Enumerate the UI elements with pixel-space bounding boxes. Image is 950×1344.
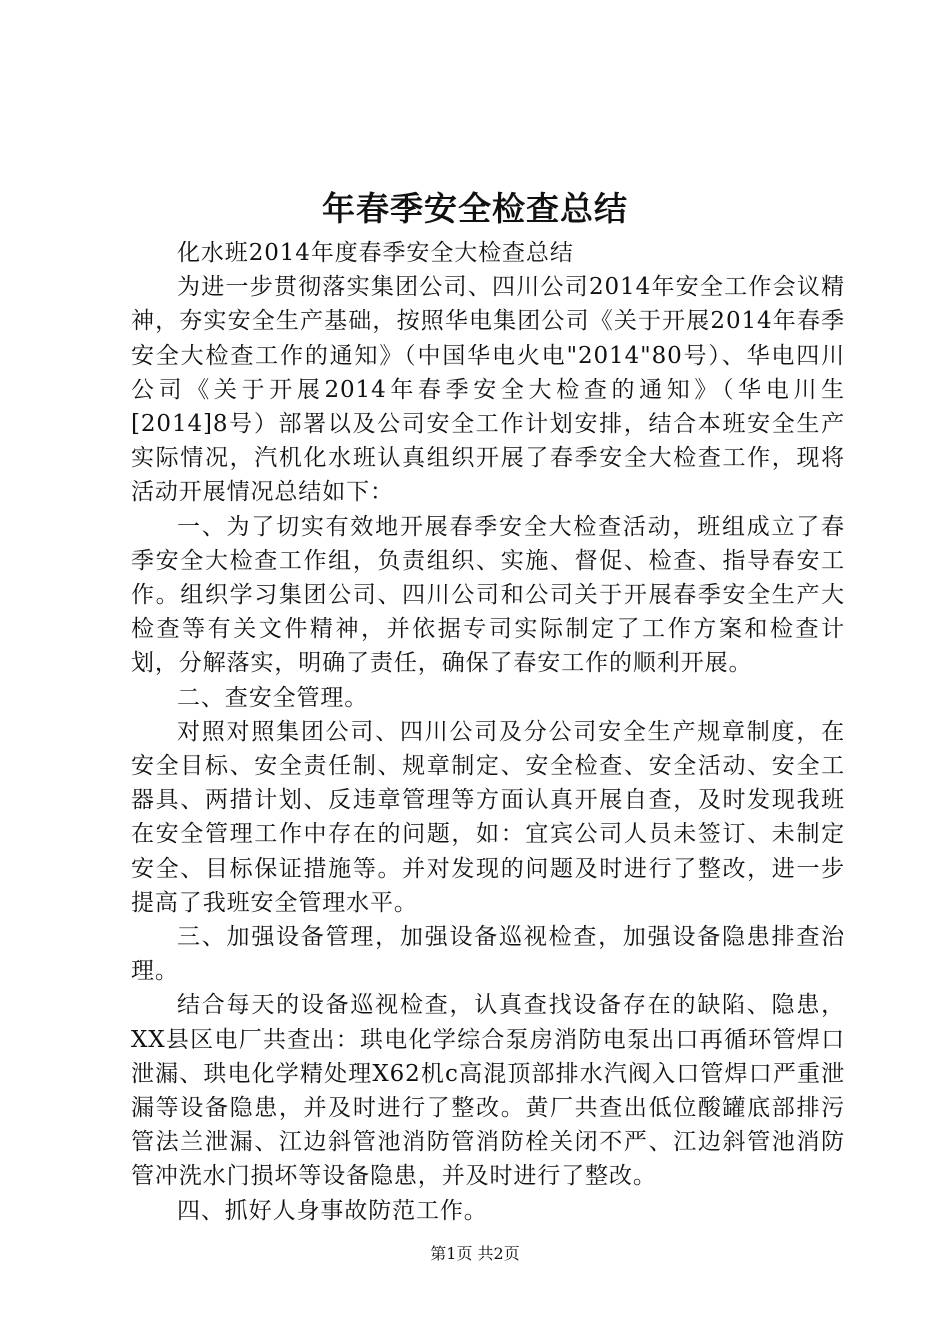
paragraph-subtitle: 化水班2014年度春季安全大检查总结 (177, 240, 574, 266)
paragraph-intro: 为进一步贯彻落实集团公司、四川公司2014年安全工作会议精神，夯实安全生产基础，按照华电集团公司《关于开展2014年春季安全大检查工作的通知》（中国华电火电"2014"80号）、华电四川公司《关于开展2014年春季安全大检查的通知》（华电川生[2014]8号）部署以及公司安全工作计划安排，结合本班安全生产实际情况，汽机化水班认真组织开展了春季安全大检查工作，现将活动开展情况总结如下： (131, 274, 845, 506)
document-title: 年春季安全检查总结 (322, 189, 628, 228)
paragraph-section-2: 对照对照集团公司、四川公司及分公司安全生产规章制度，在安全目标、安全责任制、规章制定、安全检查、安全活动、安全工器具、两措计划、反违章管理等方面认真开展自查，及时发现我班在安全管理工作中存在的问题，如：宜宾公司人员未签订、未制定安全、目标保证措施等。并对发现的问题及时进行了整改，进一步提高了我班安全管理水平。 (131, 718, 845, 916)
page-number-footer: 第1页 共2页 (430, 1244, 520, 1263)
paragraph-section-3: 结合每天的设备巡视检查，认真查找设备存在的缺陷、隐患，XX县区电厂共查出：珙电化学综合泵房消防电泵出口再循环管焊口泄漏、珙电化学精处理X62机c高混顶部排水汽阀入口管焊口严重泄漏等设备隐患，并及时进行了整改。黄厂共查出低位酸罐底部排污管法兰泄漏、江边斜管池消防管消防栓关闭不严、江边斜管池消防管冲洗水门损坏等设备隐患，并及时进行了整改。 (131, 992, 845, 1190)
paragraph-section-1: 一、为了切实有效地开展春季安全大检查活动，班组成立了春季安全大检查工作组，负责组织、实施、督促、检查、指导春安工作。组织学习集团公司、四川公司和公司关于开展春季安全生产大检查等有关文件精神，并依据专司实际制定了工作方案和检查计划，分解落实，明确了责任，确保了春安工作的顺利开展。 (131, 513, 845, 677)
section-heading-3: 三、加强设备管理，加强设备巡视检查，加强设备隐患排查治理。 (131, 924, 845, 985)
section-heading-2: 二、查安全管理。 (177, 684, 369, 711)
section-heading-4: 四、抓好人身事故防范工作。 (177, 1197, 488, 1224)
document-body (131, 236, 845, 1228)
